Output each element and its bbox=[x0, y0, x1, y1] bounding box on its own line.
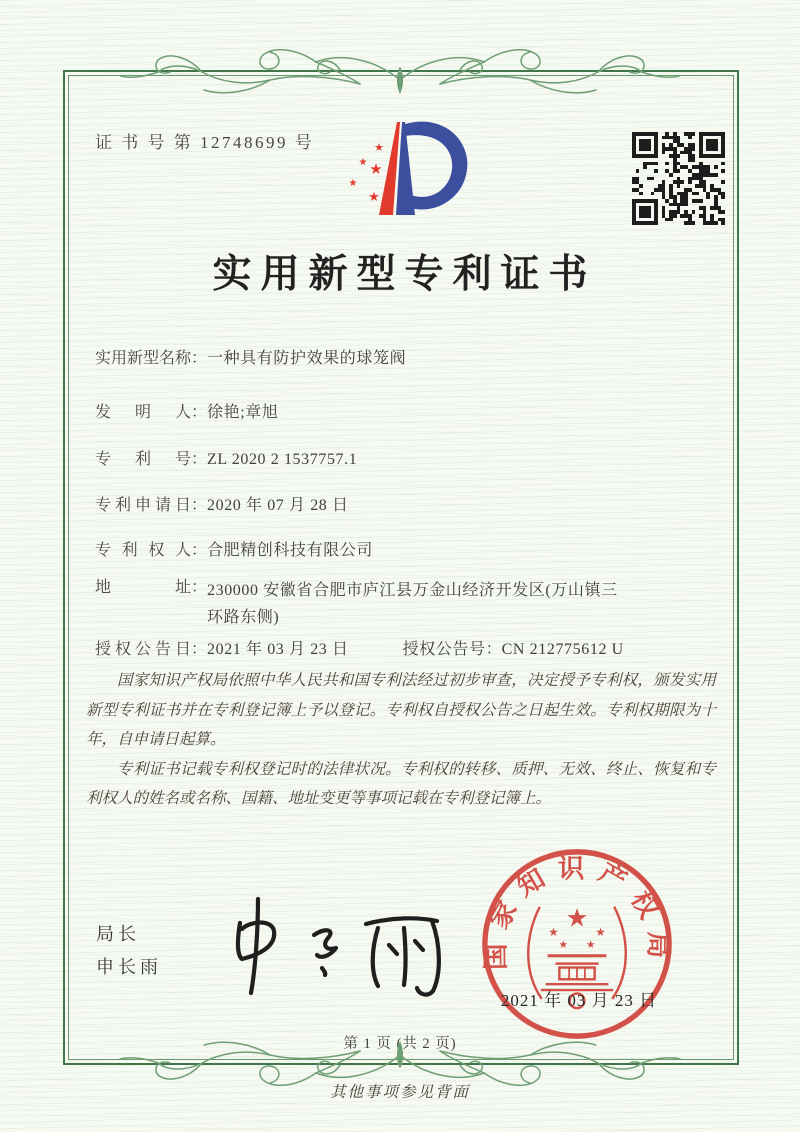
grant-date-value: 2021 年 03 月 23 日 bbox=[207, 641, 349, 658]
field-row-patentee bbox=[95, 540, 675, 562]
svg-text:★: ★ bbox=[368, 190, 380, 205]
legal-text-block bbox=[86, 666, 716, 814]
svg-text:★: ★ bbox=[374, 141, 384, 154]
field-label: 专利申请日 bbox=[95, 497, 191, 514]
seal-date: 2021 年 03 月 23 日 bbox=[500, 991, 658, 1010]
svg-text:★: ★ bbox=[548, 925, 559, 940]
field-label: 地址 bbox=[95, 579, 191, 596]
field-colon: ： bbox=[191, 350, 208, 367]
legal-paragraph-2: 专利证书记载专利权登记时的法律状况。专利权的转移、质押、无效、终止、恢复和专利权人的姓名或名称、国籍、地址变更等事项记载在专利登记簿上。 bbox=[86, 760, 716, 807]
field-row-name bbox=[95, 348, 675, 370]
back-note: 其他事项参见背面 bbox=[329, 1084, 470, 1101]
director-signature bbox=[218, 893, 448, 998]
field-colon: ： bbox=[191, 451, 208, 468]
field-colon: ： bbox=[191, 542, 208, 559]
certificate-number: 证 书 号 第 12748699 号 bbox=[95, 133, 315, 152]
grant-no-value: CN 212775612 U bbox=[501, 641, 624, 658]
official-red-seal bbox=[479, 846, 675, 1042]
svg-text:★: ★ bbox=[358, 157, 368, 168]
director-title: 局长 bbox=[96, 924, 140, 944]
fields-block bbox=[95, 348, 675, 661]
legal-paragraph-1: 国家知识产权局依照中华人民共和国专利法经过初步审查，决定授予专利权，颁发实用新型专利证书并在专利登记簿上予以登记。专利权自授权公告之日起生效。专利权期限为十年，自申请日起算。 bbox=[86, 672, 716, 748]
field-value: 230000 安徽省合肥市庐江县万金山经济开发区(万山镇三环路东侧) bbox=[207, 582, 618, 626]
field-row-inventor bbox=[95, 402, 675, 424]
svg-text:★: ★ bbox=[558, 937, 569, 951]
certificate-title: 实用新型专利证书 bbox=[212, 253, 597, 296]
field-row-patent-no bbox=[95, 449, 675, 471]
grant-no-label: 授权公告号 bbox=[402, 641, 486, 658]
qr-code bbox=[632, 132, 725, 225]
field-label: 专利号 bbox=[95, 451, 191, 468]
field-colon: ： bbox=[191, 579, 208, 596]
svg-text:★: ★ bbox=[565, 903, 589, 934]
field-value: ZL 2020 2 1537757.1 bbox=[207, 451, 358, 468]
field-row-filing-date bbox=[95, 495, 675, 517]
svg-text:★: ★ bbox=[585, 937, 596, 951]
director-name: 申长雨 bbox=[96, 957, 162, 977]
field-label: 实用新型名称 bbox=[95, 350, 192, 367]
seal-text: 国家知识产权局 bbox=[480, 853, 674, 971]
field-colon: ： bbox=[485, 641, 502, 658]
field-label: 专利权人 bbox=[95, 542, 191, 559]
svg-text:★: ★ bbox=[595, 925, 606, 940]
svg-text:★: ★ bbox=[369, 160, 383, 178]
logo-p-bowl bbox=[405, 122, 467, 210]
field-colon: ： bbox=[191, 404, 208, 421]
field-value: 一种具有防护效果的球笼阀 bbox=[207, 350, 407, 367]
field-value: 2020 年 07 月 28 日 bbox=[207, 497, 349, 514]
field-label: 授权公告日 bbox=[95, 641, 191, 658]
field-colon: ： bbox=[191, 641, 208, 658]
svg-text:★: ★ bbox=[348, 178, 358, 189]
page-indicator: 第 1 页 (共 2 页) bbox=[343, 1036, 457, 1052]
field-row-address bbox=[95, 577, 675, 631]
field-label: 发明人 bbox=[95, 404, 191, 421]
field-colon: ： bbox=[191, 497, 208, 514]
cnipa-logo bbox=[331, 110, 473, 238]
field-row-grant bbox=[95, 639, 675, 661]
logo-stars bbox=[349, 141, 385, 205]
field-value: 合肥精创科技有限公司 bbox=[207, 542, 374, 559]
field-value: 徐艳;章旭 bbox=[207, 404, 279, 421]
